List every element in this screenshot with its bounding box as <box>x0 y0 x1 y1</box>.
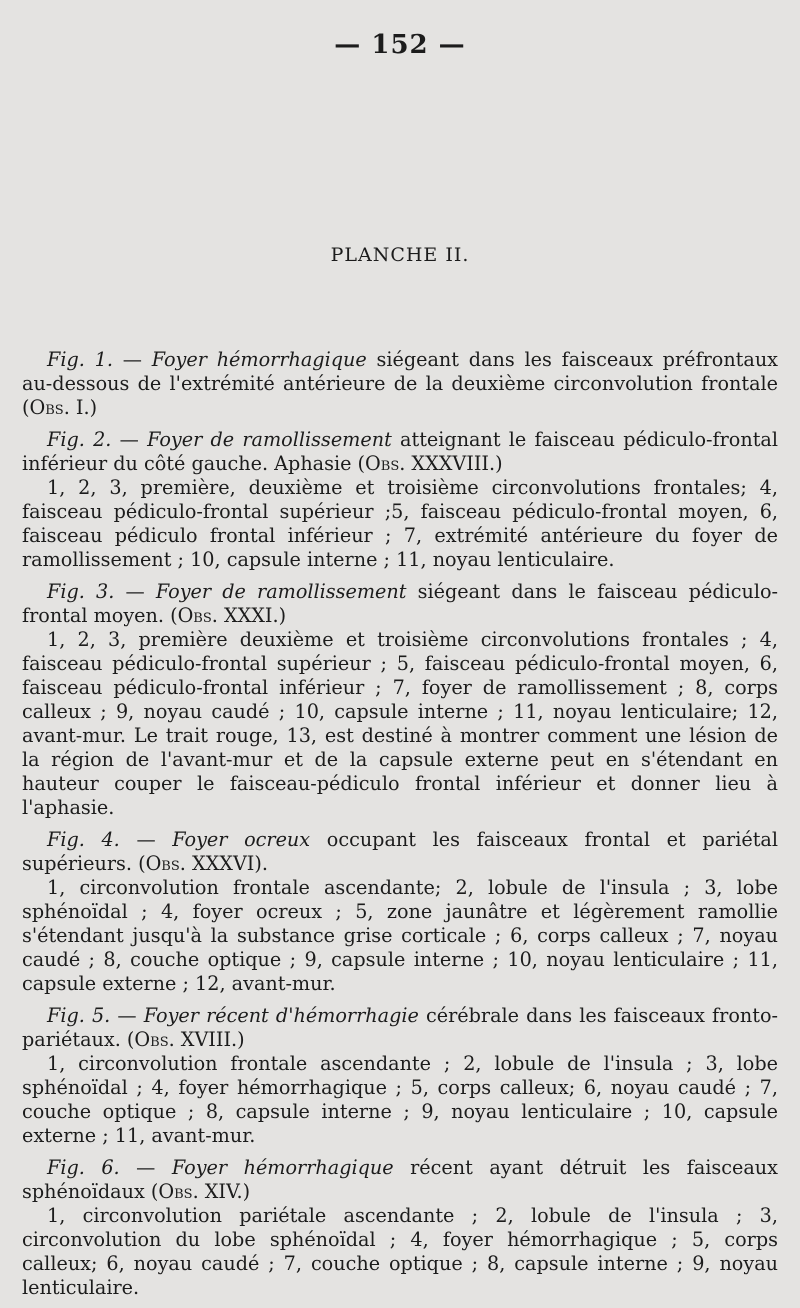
figure-entry <box>22 1004 778 1148</box>
figure-subject: Foyer de ramollissement <box>147 428 392 451</box>
caption-dash: — <box>114 580 156 603</box>
figure-legend: 1, circonvolution pariétale ascendante ; 2, lobule de l'insula ; 3, circonvolution du lobe sphénoïdal ; 4, foyer hémorrhagique ; 5, corps calleux; 6, noyau caudé ; 7, couche optique ; 8, capsule interne ; 9, noyau lenticulaire. <box>22 1204 778 1299</box>
observation-ref: Obs. I. <box>29 396 90 419</box>
figure-label: Fig. 1. <box>47 348 113 371</box>
plate-title: PLANCHE II. <box>330 244 470 266</box>
figure-entry <box>22 348 778 420</box>
figure-subject: Foyer de ramollissement <box>155 580 407 603</box>
figure-subject: Foyer hémorrhagique <box>151 348 367 371</box>
caption-close: ). <box>254 852 268 875</box>
figure-description: cérébrale dans les faisceaux fronto-pariétaux. ( <box>22 1004 778 1051</box>
figure-captions <box>22 348 778 1308</box>
figure-label: Fig. 5. <box>47 1004 111 1027</box>
figure-caption <box>22 1004 778 1052</box>
observation-ref: Obs. XXXVIII. <box>365 452 496 475</box>
caption-dash: — <box>110 1004 144 1027</box>
figure-label: Fig. 2. <box>47 428 112 451</box>
figure-caption <box>22 428 778 476</box>
caption-close: ) <box>89 396 98 419</box>
figure-label: Fig. 6. <box>47 1156 120 1179</box>
caption-close: ) <box>278 604 287 627</box>
caption-dash: — <box>111 428 148 451</box>
caption-close: ) <box>242 1180 251 1203</box>
figure-description: occupant les faisceaux frontal et pariétal supérieurs. ( <box>22 828 778 875</box>
figure-label: Fig. 4. <box>47 828 120 851</box>
caption-close: ) <box>495 452 503 475</box>
observation-ref: Obs. XIV. <box>158 1180 243 1203</box>
caption-close: ) <box>237 1028 245 1051</box>
figure-entry <box>22 580 778 820</box>
figure-label: Fig. 3. <box>47 580 115 603</box>
caption-dash: — <box>112 348 152 371</box>
figure-legend: 1, circonvolution frontale ascendante; 2, lobule de l'insula ; 3, lobe sphénoïdal ; 4, foyer ocreux ; 5, zone jaunâtre et légèrement ramollie s'étendant jusqu'à la substance grise corticale ; 6, corps calleux ; 7, noyau caudé ; 8, couche optique ; 9, capsule interne ; 10, noyau lenticulaire ; 11, capsule externe ; 12, avant-mur. <box>22 876 778 995</box>
figure-caption <box>22 828 778 876</box>
observation-ref: Obs. XXXI. <box>177 604 279 627</box>
figure-entry <box>22 1156 778 1300</box>
figure-description: atteignant le faisceau pédiculo-frontal inférieur du côté gauche. Aphasie ( <box>22 428 778 475</box>
caption-dash: — <box>119 828 173 851</box>
figure-subject: Foyer récent d'hémorrhagie <box>143 1004 419 1027</box>
observation-ref: Obs. XVIII. <box>134 1028 238 1051</box>
figure-subject: Foyer hémorrhagique <box>171 1156 394 1179</box>
figure-legend: 1, 2, 3, première deuxième et troisième circonvolutions frontales ; 4, faisceau pédiculo-frontal supérieur ; 5, faisceau pédiculo-frontal moyen, 6, faisceau pédiculo-frontal inférieur ; 7, foyer de ramollissement ; 8, corps calleux ; 9, noyau caudé ; 10, capsule interne ; 11, noyau lenticulaire; 12, avant-mur. Le trait rouge, 13, est destiné à montrer comment une lésion de la région de l'avant-mur et de la capsule externe peut en s'étendant en hauteur couper le faisceau-pédiculo frontal inférieur et donner lieu à l'aphasie. <box>22 628 778 819</box>
figure-caption <box>22 348 778 420</box>
observation-ref: Obs. XXXVI <box>145 852 255 875</box>
figure-subject: Foyer ocreux <box>172 828 311 851</box>
figure-legend: 1, 2, 3, première, deuxième et troisième circonvolutions frontales; 4, faisceau pédiculo-frontal supérieur ;5, faisceau pédiculo-frontal moyen, 6, faisceau pédiculo frontal inférieur ; 7, extrémité antérieure du foyer de ramollissement ; 10, capsule interne ; 11, noyau lenticulaire. <box>22 476 778 571</box>
figure-description: récent ayant détruit les faisceaux sphénoïdaux ( <box>22 1156 778 1203</box>
caption-dash: — <box>119 1156 172 1179</box>
figure-caption <box>22 580 778 628</box>
figure-legend: 1, circonvolution frontale ascendante ; 2, lobule de l'insula ; 3, lobe sphénoïdal ; 4, foyer hémorrhagique ; 5, corps calleux; 6, noyau caudé ; 7, couche optique ; 8, capsule interne ; 9, noyau lenticulaire ; 10, capsule externe ; 11, avant-mur. <box>22 1052 778 1147</box>
page-number: — 152 — <box>334 30 466 60</box>
figure-description: siégeant dans le faisceau pédiculo-frontal moyen. ( <box>22 580 779 627</box>
figure-description: siégeant dans les faisceaux préfrontaux au-dessous de l'extrémité antérieure de la deuxième circonvolution frontale ( <box>22 348 779 419</box>
figure-entry <box>22 828 778 996</box>
figure-entry <box>22 428 778 572</box>
figure-caption <box>22 1156 778 1204</box>
